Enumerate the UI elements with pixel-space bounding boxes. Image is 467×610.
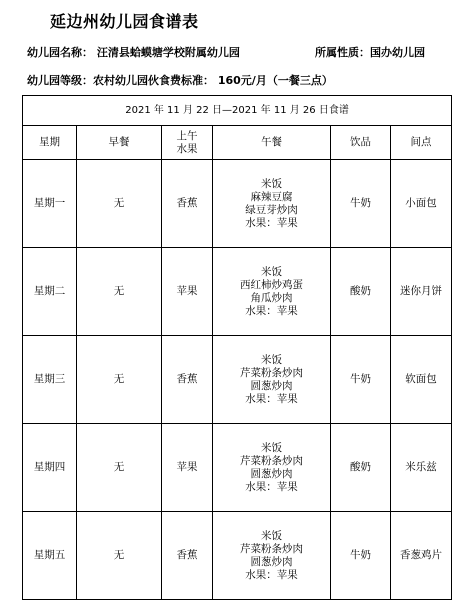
lunch-item: 圆葱炒肉 [250, 555, 293, 568]
header-breakfast: 早餐 [77, 126, 162, 160]
page-title: 延边州幼儿园食谱表 [50, 12, 199, 31]
lunch-item: 水果：苹果 [245, 568, 298, 581]
breakfast-cell: 无 [77, 512, 162, 600]
lunch-item: 米饭 [261, 177, 282, 190]
snack-cell: 迷你月饼 [391, 248, 452, 336]
table-row [23, 248, 452, 336]
breakfast-cell: 无 [77, 336, 162, 424]
kindergarten-info-line [27, 44, 425, 60]
lunch-cell [213, 248, 331, 336]
drink-cell: 牛奶 [331, 512, 391, 600]
fruit-cell: 苹果 [162, 248, 213, 336]
property-value: 国办幼儿园 [370, 46, 425, 59]
header-drink: 饮品 [331, 126, 391, 160]
drink-cell: 牛奶 [331, 160, 391, 248]
lunch-item: 米饭 [261, 441, 282, 454]
header-lunch: 午餐 [213, 126, 331, 160]
lunch-cell [213, 424, 331, 512]
header-row [23, 126, 452, 160]
snack-cell: 小面包 [391, 160, 452, 248]
lunch-item: 圆葱炒肉 [250, 379, 293, 392]
header-snack: 间点 [391, 126, 452, 160]
weekday-cell: 星期四 [23, 424, 77, 512]
snack-cell: 香葱鸡片 [391, 512, 452, 600]
fruit-cell: 香蕉 [162, 336, 213, 424]
drink-cell: 酸奶 [331, 424, 391, 512]
kindergarten-name-label: 幼儿园名称： [27, 46, 93, 59]
header-weekday: 星期 [23, 126, 77, 160]
header-fruit-line2: 水果 [176, 142, 198, 155]
header-fruit [162, 126, 213, 160]
date-range: 2021 年 11 月 22 日—2021 年 11 月 26 日食谱 [23, 96, 452, 126]
lunch-item: 水果：苹果 [245, 216, 298, 229]
lunch-cell [213, 512, 331, 600]
weekday-cell: 星期一 [23, 160, 77, 248]
drink-cell: 牛奶 [331, 336, 391, 424]
breakfast-cell: 无 [77, 248, 162, 336]
lunch-item: 水果：苹果 [245, 304, 298, 317]
property-group [315, 44, 425, 60]
lunch-item: 米饭 [261, 353, 282, 366]
lunch-item: 米饭 [261, 265, 282, 278]
breakfast-cell: 无 [77, 424, 162, 512]
lunch-item: 西红柿炒鸡蛋 [240, 278, 303, 291]
lunch-item: 水果：苹果 [245, 392, 298, 405]
grade-label: 幼儿园等级： [27, 74, 93, 87]
property-label: 所属性质： [315, 46, 370, 59]
drink-cell: 酸奶 [331, 248, 391, 336]
fee-value: 160元/月（一餐三点） [217, 74, 333, 87]
snack-cell: 软面包 [391, 336, 452, 424]
grade-value: 农村幼儿园伙食费标准： [93, 74, 214, 87]
table-row [23, 336, 452, 424]
fruit-cell: 香蕉 [162, 512, 213, 600]
lunch-item: 角瓜炒肉 [250, 291, 293, 304]
header-fruit-line1: 上午 [176, 129, 198, 142]
fruit-cell: 香蕉 [162, 160, 213, 248]
weekday-cell: 星期二 [23, 248, 77, 336]
table-row [23, 512, 452, 600]
fruit-cell: 苹果 [162, 424, 213, 512]
weekday-cell: 星期三 [23, 336, 77, 424]
lunch-item: 芹菜粉条炒肉 [240, 542, 303, 555]
lunch-cell [213, 336, 331, 424]
grade-info-line [27, 72, 333, 88]
lunch-item: 芹菜粉条炒肉 [240, 366, 303, 379]
weekday-cell: 星期五 [23, 512, 77, 600]
menu-table [22, 95, 452, 600]
table-row [23, 160, 452, 248]
lunch-item: 米饭 [261, 529, 282, 542]
breakfast-cell: 无 [77, 160, 162, 248]
kindergarten-name-value: 汪清县蛤蟆塘学校附属幼儿园 [96, 46, 240, 59]
lunch-item: 圆葱炒肉 [250, 467, 293, 480]
lunch-item: 麻辣豆腐 [250, 190, 293, 203]
lunch-item: 水果：苹果 [245, 480, 298, 493]
lunch-item: 芹菜粉条炒肉 [240, 454, 303, 467]
snack-cell: 米乐兹 [391, 424, 452, 512]
table-row [23, 424, 452, 512]
lunch-cell [213, 160, 331, 248]
lunch-item: 绿豆芽炒肉 [245, 203, 298, 216]
